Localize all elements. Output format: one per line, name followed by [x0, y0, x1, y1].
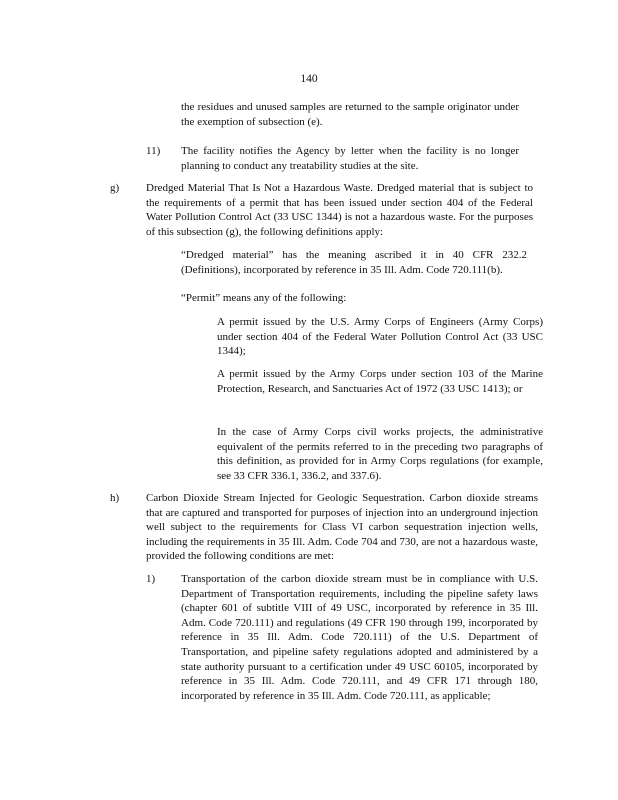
continued-paragraph: the residues and unused samples are returned to the sample originator under the exemption of subsection (e). — [181, 101, 519, 128]
page-number: 140 — [300, 73, 318, 85]
subsection-g-text: Dredged Material That Is Not a Hazardous Waste. Dredged material that is subject to the requirements of a permit that has been issued under section 404 of the Federal Water Pollution Control Act (33 USC 1344) is not a hazardous waste. For the purposes of this subsection (g), the following definitions apply: — [146, 182, 533, 238]
permit-item-3: In the case of Army Corps civil works projects, the administrative equivalent of the permits referred to in the preceding two paragraphs of this definition, as provided for in Army Corps regulations (for example, see 33 CFR 336.1, 336.2, and 337.6). — [217, 426, 543, 482]
item-11-text: The facility notifies the Agency by letter when the facility is no longer planning to conduct any treatability studies at the site. — [181, 145, 519, 172]
definition-permit: “Permit” means any of the following: — [181, 292, 347, 304]
subsection-h-text: Carbon Dioxide Stream Injected for Geologic Sequestration. Carbon dioxide streams that are captured and transported for purposes of injection into an underground injection well subject to the requirements for Class VI carbon sequestration injection wells, including the requirements in 35 Ill. Adm. Code 704 and 730, are not a hazardous waste, provided the following conditions are met: — [146, 492, 538, 563]
item-h1-text: Transportation of the carbon dioxide stream must be in compliance with U.S. Department of Transportation requirements, including the pipeline safety laws (chapter 601 of subtitle VIII of 49 USC, incorporated by reference in 35 Ill. Adm. Code 720.111) and regulations (49 CFR 190 through 199, incorporated by reference in 35 Ill. Adm. Code 720.111) of the U.S. Department of Transportation, and pipeline safety regulations adopted and administered by a state authority pursuant to a certification under 49 USC 60105, incorporated by reference in 35 Ill. Adm. Code 720.111, and 49 CFR 171 through 180, incorporated by reference in 35 Ill. Adm. Code 720.111, as applicable; — [181, 573, 538, 702]
subsection-h-label: h) — [110, 492, 120, 504]
subsection-g-label: g) — [110, 182, 120, 194]
item-h1-label: 1) — [146, 573, 156, 585]
permit-item-2: A permit issued by the Army Corps under section 103 of the Marine Protection, Research, and Sanctuaries Act of 1972 (33 USC 1413); or — [217, 368, 543, 395]
item-11-label: 11) — [146, 145, 161, 157]
permit-item-1: A permit issued by the U.S. Army Corps of Engineers (Army Corps) under section 404 of the Federal Water Pollution Control Act (33 USC 1344); — [217, 316, 543, 358]
definition-dredged-material: “Dredged material” has the meaning ascribed it in 40 CFR 232.2 (Definitions), incorporated by reference in 35 Ill. Adm. Code 720.111(b). — [181, 249, 527, 276]
